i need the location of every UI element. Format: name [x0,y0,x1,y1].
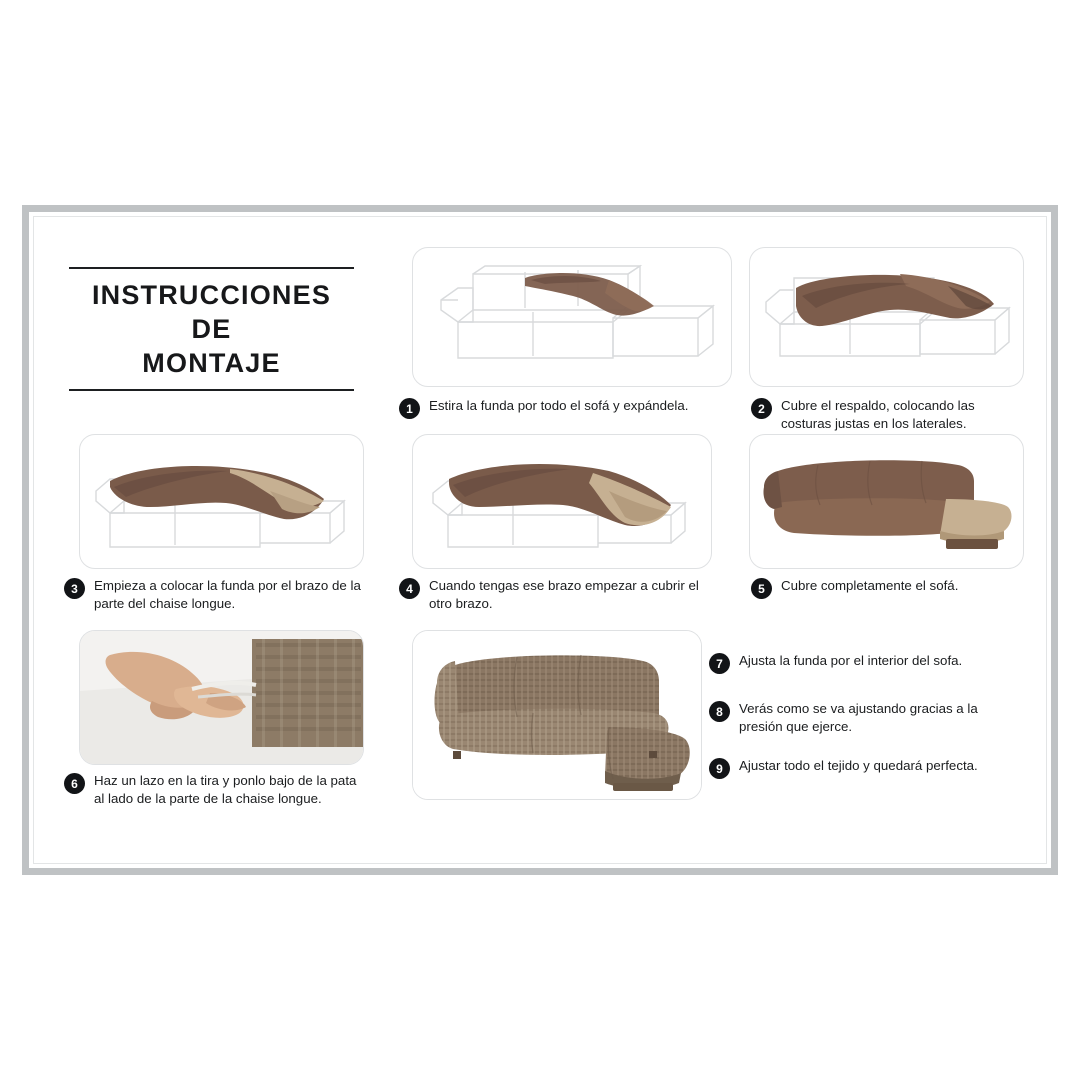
step-text-6: Haz un lazo en la tira y ponlo bajo de la pata al lado de la parte de la chaise longue. [94,773,357,806]
illustration-step-4 [412,434,712,569]
title-line-2: DE [191,314,232,344]
step-bullet-3: 3 [64,578,85,599]
step-text-1: Estira la funda por todo el sofá y expándela. [429,398,689,413]
illustration-step-7 [412,630,702,800]
illustration-step-2 [749,247,1024,387]
cover-drape-shape [449,464,671,526]
title-line-3: MONTAJE [142,348,281,378]
title-line-1: INSTRUCCIONES [91,280,332,310]
caption-step-6 [64,772,369,807]
sofa-other-arm-covered-icon [413,435,712,569]
step-text-7: Ajusta la funda por el interior del sofa. [739,653,963,668]
sofa-with-cover-spread-icon [413,248,732,387]
sofa-back-covered-icon [750,248,1024,387]
illustration-step-6 [79,630,364,765]
step-bullet-4: 4 [399,578,420,599]
step-bullet-9: 9 [709,758,730,779]
caption-step-3 [64,577,364,612]
illustration-step-3 [79,434,364,569]
illustration-step-1 [412,247,732,387]
caption-step-2 [751,397,1016,432]
sofa-fully-covered-icon [750,435,1024,569]
cover-drape-shape [110,466,324,519]
step-bullet-8: 8 [709,701,730,722]
illustration-step-5 [749,434,1024,569]
cover-drape-shape [525,273,654,316]
step-bullet-6: 6 [64,773,85,794]
finished-covered-sofa-icon [413,631,702,800]
step-bullet-2: 2 [751,398,772,419]
caption-step-4 [399,577,699,612]
caption-step-8 [709,700,1009,735]
step-bullet-7: 7 [709,653,730,674]
covered-sofa-shape [763,460,1011,549]
step-bullet-5: 5 [751,578,772,599]
title-rule-bottom [69,389,354,391]
step-text-8: Verás como se va ajustando gracias a la presión que ejerce. [739,701,978,734]
caption-step-1 [399,397,729,419]
caption-step-5 [751,577,1006,599]
step-text-4: Cuando tengas ese brazo empezar a cubrir el otro brazo. [429,578,699,611]
step-text-5: Cubre completamente el sofá. [781,578,959,593]
caption-step-9 [709,757,1009,779]
step-bullet-1: 1 [399,398,420,419]
hands-tying-strap-photo [80,631,363,764]
page-title [69,267,354,391]
instructions-poster [22,205,1058,875]
sofa-chaise-arm-covered-icon [80,435,364,569]
step-text-9: Ajustar todo el tejido y quedará perfecta. [739,758,978,773]
cover-over-back-shape [796,274,994,326]
step-text-3: Empieza a colocar la funda por el brazo de la parte del chaise longue. [94,578,361,611]
caption-step-7 [709,652,1014,674]
step-text-2: Cubre el respaldo, colocando las costuras justas en los laterales. [781,398,975,431]
